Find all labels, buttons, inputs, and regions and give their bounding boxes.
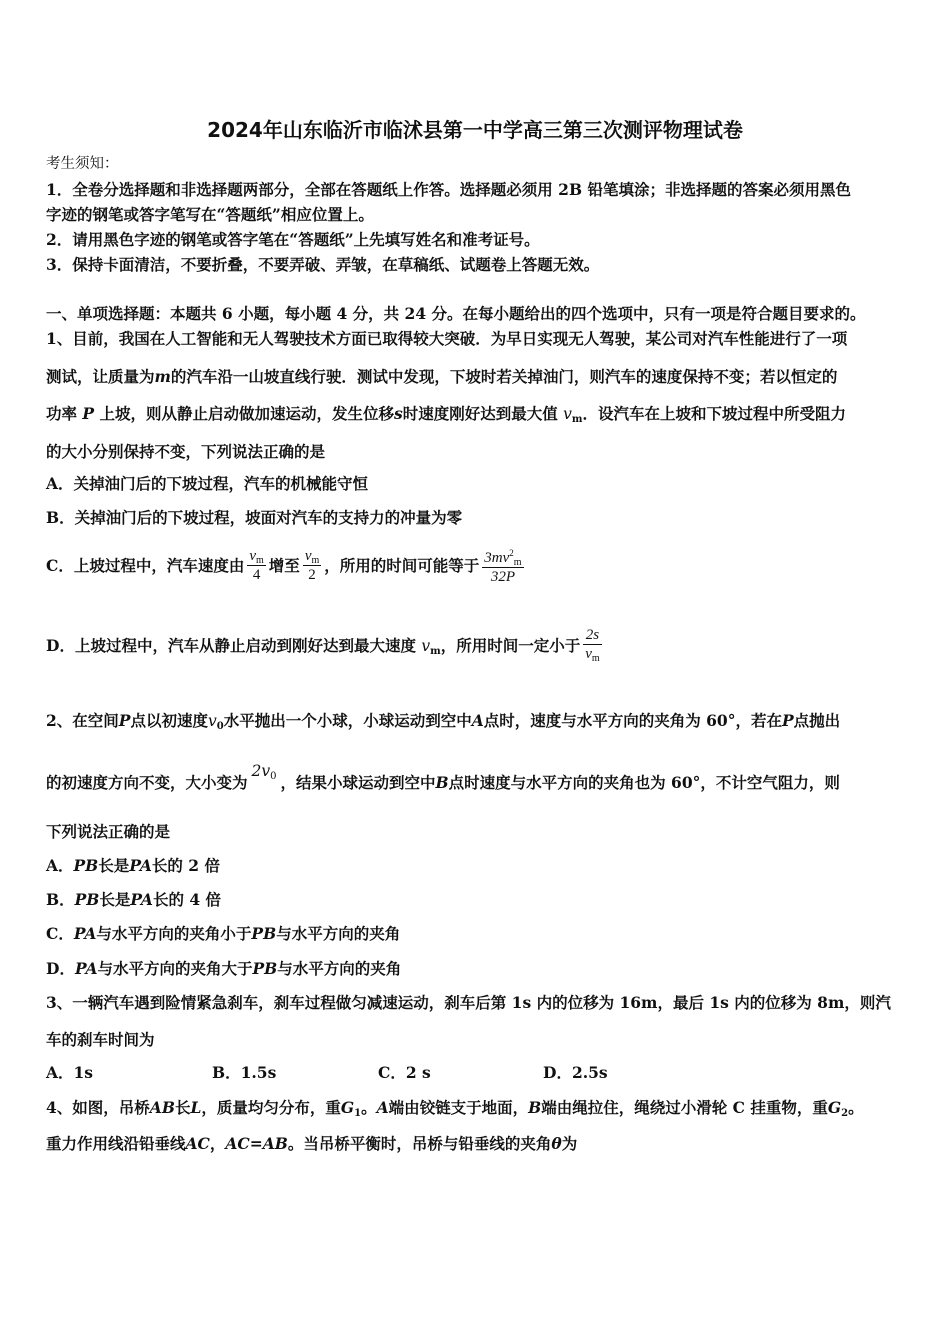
notice-heading: 考生须知：	[46, 156, 119, 172]
q1-line-3: 功率 P 上坡，则从静止启动做加速运动，发生位移s时速度刚好达到最大值 $v_m$．设汽车在上坡和下坡过程中所受阻力	[46, 404, 847, 425]
fraction-vm-over-4: $\frac{v_m}{4}$	[249, 547, 264, 583]
q4-line-1: 4、如图，吊桥AB长L，质量均匀分布，重$G_1$。A端由铰链支于地面，B端由绳拉住，绳绕过小滑轮 C 挂重物，重$G_2$。	[46, 1098, 864, 1119]
q4-line-2: 重力作用线沿铅垂线AC，AC=AB。当吊桥平衡时，吊桥与铅垂线的夹角θ为	[46, 1134, 578, 1153]
fraction-vm-over-2: $\frac{v_m}{2}$	[304, 547, 320, 583]
q3-option-d: D．2.5s	[543, 1063, 608, 1082]
q3-option-c: C．2 s	[378, 1063, 431, 1082]
notice-item-1: 1．全卷分选择题和非选择题两部分，全部在答题纸上作答。选择题必须用 2B 铅笔填涂；非选择题的答案必须用黑色	[46, 180, 851, 199]
fraction-3mvm2-over-32p: $\frac{3mv^2_m}{32P}$	[482, 544, 523, 586]
q1-line-1: 1、目前，我国在人工智能和无人驾驶技术方面已取得较大突破．为早日实现无人驾驶，某公司对汽车性能进行了一项	[46, 329, 848, 348]
notice-item-1-cont: 字迹的钢笔或答字笔写在“答题纸”相应位置上。	[46, 205, 374, 224]
notice-item-3: 3．保持卡面清洁，不要折叠，不要弄破、弄皱，在草稿纸、试题卷上答题无效。	[46, 255, 600, 274]
notice-item-2: 2．请用黑色字迹的钢笔或答字笔在“答题纸”上先填写姓名和准考证号。	[46, 230, 540, 249]
q3-line-1: 3、一辆汽车遇到险情紧急刹车，刹车过程做匀减速运动，刹车后第 1s 内的位移为 16m，最后 1s 内的位移为 8m，则汽	[46, 993, 891, 1012]
q1-option-b: B．关掉油门后的下坡过程，坡面对汽车的支持力的冲量为零	[46, 508, 463, 527]
q1-line-2: 测试，让质量为m的汽车沿一山坡直线行驶．测试中发现，下坡时若关掉油门，则汽车的速度保持不变；若以恒定的	[46, 367, 838, 386]
q2-option-d: D．PA与水平方向的夹角大于PB与水平方向的夹角	[46, 959, 402, 978]
q2-line-3: 下列说法正确的是	[46, 822, 171, 841]
page-title: 2024年山东临沂市临沭县第一中学高三第三次测评物理试卷	[207, 118, 743, 142]
q1-option-d: D．上坡过程中，汽车从静止启动到刚好达到最大速度 $v_m$，所用时间一定小于 $\frac{2s}{v_m}$	[46, 627, 600, 664]
q2-line-1: 2、在空间P点以初速度$v_0$水平抛出一个小球，小球运动到空中A点时，速度与水平方向的夹角为 60°，若在P点抛出	[46, 711, 841, 732]
q2-option-a: A．PB长是PA长的 2 倍	[46, 856, 220, 875]
q1-line-4: 的大小分别保持不变，下列说法正确的是	[46, 442, 326, 461]
q2-line-2: 的初速度方向不变，大小变为$2v_0$ ，结果小球运动到空中B点时速度与水平方向的夹角也为 60°，不计空气阻力，则	[46, 762, 840, 792]
q3-option-b: B．1.5s	[212, 1063, 277, 1082]
q2-option-b: B．PB长是PA长的 4 倍	[46, 890, 222, 909]
q1-option-a: A．关掉油门后的下坡过程，汽车的机械能守恒	[46, 474, 369, 493]
q1-option-c: C．上坡过程中，汽车速度由 $\frac{v_m}{4}$ 增至 $\frac{v_m}{2}$ ，所用的时间可能等于 $\frac{3mv^2_m}{32P}$	[46, 544, 527, 586]
q3-option-a: A．1s	[46, 1063, 94, 1082]
fraction-2s-over-vm: $\frac{2s}{v_m}$	[585, 627, 600, 664]
q2-option-c: C．PA与水平方向的夹角小于PB与水平方向的夹角	[46, 924, 401, 943]
q3-line-2: 车的刹车时间为	[46, 1030, 155, 1049]
section-heading: 一、单项选择题：本题共 6 小题，每小题 4 分，共 24 分。在每小题给出的四个选项中，只有一项是符合题目要求的。	[46, 304, 866, 323]
